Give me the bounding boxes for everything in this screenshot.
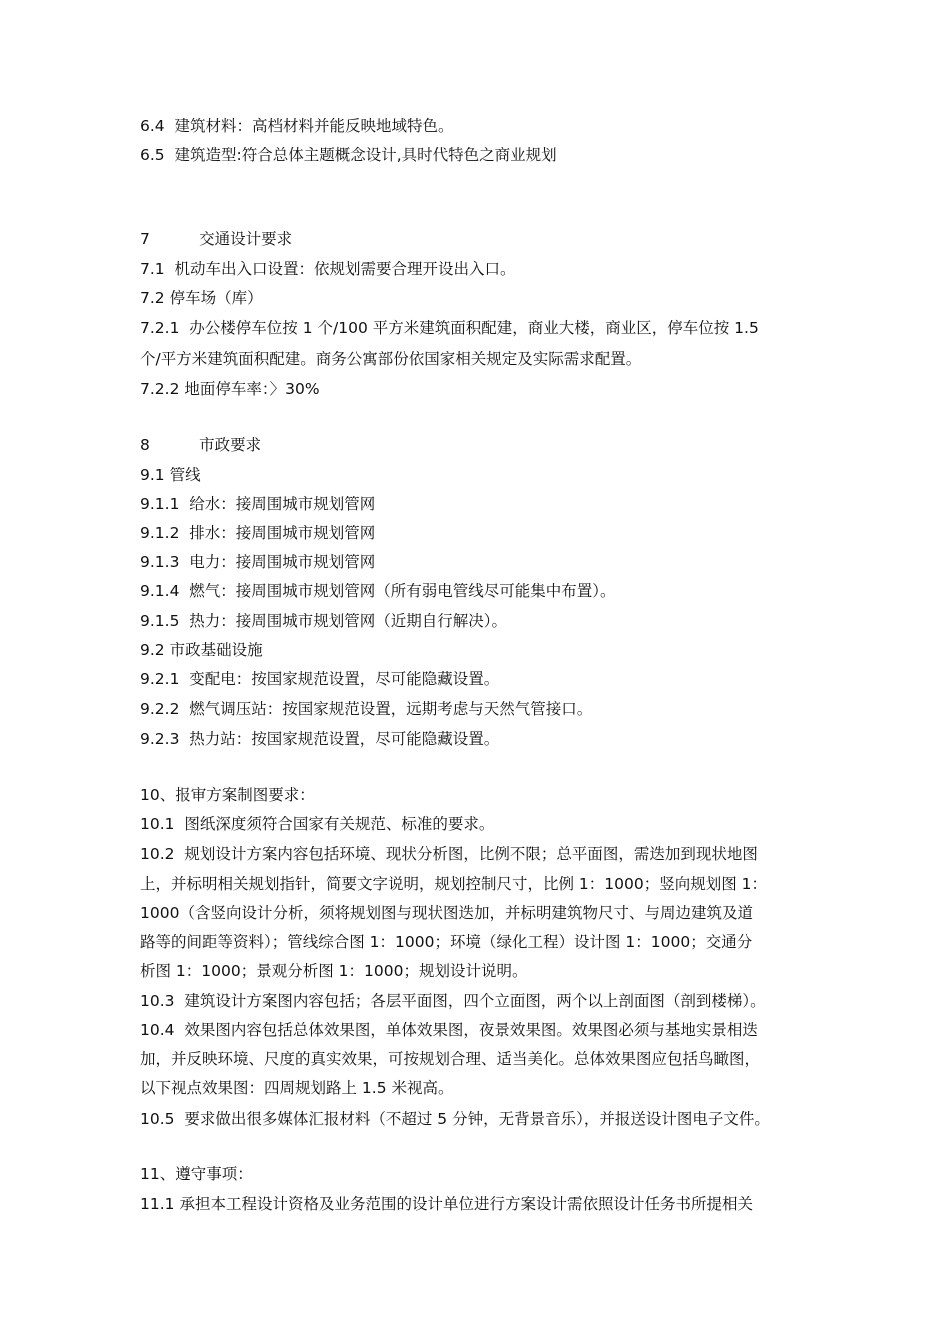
text-line-9-2: 9.2 市政基础设施 <box>140 641 263 659</box>
text-line-9-1-2: 9.1.2 排水：接周围城市规划管网 <box>140 524 376 542</box>
text-line-10-4-cont-2: 以下视点效果图：四周规划路上 1.5 米视高。 <box>140 1079 454 1097</box>
text-line-10-4-cont-1: 加，并反映环境、尺度的真实效果，可按规划合理、适当美化。总体效果图应包括鸟瞰图， <box>140 1050 761 1068</box>
text-line-9-1-4: 9.1.4 燃气：接周围城市规划管网（所有弱电管线尽可能集中布置）。 <box>140 582 616 600</box>
text-line-10-2-cont-4: 析图 1：1000；景观分析图 1：1000；规划设计说明。 <box>140 962 528 980</box>
text-line-9-2-2: 9.2.2 燃气调压站：按国家规范设置，远期考虑与天然气管接口。 <box>140 700 593 718</box>
text-line-7-2: 7.2 停车场（库） <box>140 289 263 307</box>
text-line-7-1: 7.1 机动车出入口设置：依规划需要合理开设出入口。 <box>140 260 516 278</box>
section-heading-11: 11、遵守事项： <box>140 1165 253 1183</box>
text-line-9-2-3: 9.2.3 热力站：按国家规范设置，尽可能隐藏设置。 <box>140 730 500 748</box>
text-line-9-2-1: 9.2.1 变配电：按国家规范设置，尽可能隐藏设置。 <box>140 670 500 688</box>
text-line-10-4: 10.4 效果图内容包括总体效果图，单体效果图，夜景效果图。效果图必须与基地实景相迭 <box>140 1021 758 1039</box>
text-line-11-1: 11.1 承担本工程设计资格及业务范围的设计单位进行方案设计需依照设计任务书所提相关 <box>140 1195 753 1213</box>
text-line-7-2-1: 7.2.1 办公楼停车位按 1 个/100 平方米建筑面积配建，商业大楼，商业区，停车位按 1.5 <box>140 319 759 337</box>
text-line-10-2-cont-1: 上，并标明相关规划指针，简要文字说明，规划控制尺寸，比例 1：1000；竖向规划图 1： <box>140 875 768 893</box>
text-line-9-1-5: 9.1.5 热力：接周围城市规划管网（近期自行解决）。 <box>140 612 508 630</box>
text-line-7-2-2: 7.2.2 地面停车率：〉30% <box>140 380 320 398</box>
text-line-10-5: 10.5 要求做出很多媒体汇报材料（不超过 5 分钟，无背景音乐），并报送设计图电子文件。 <box>140 1110 770 1128</box>
text-line-9-1-1: 9.1.1 给水：接周围城市规划管网 <box>140 495 376 513</box>
text-line-10-3: 10.3 建筑设计方案图内容包括；各层平面图，四个立面图，两个以上剖面图（剖到楼梯）。 <box>140 992 766 1010</box>
text-line-9-1-3: 9.1.3 电力：接周围城市规划管网 <box>140 553 376 571</box>
text-line-6-4: 6.4 建筑材料：高档材料并能反映地域特色。 <box>140 117 454 135</box>
text-line-10-2-cont-3: 路等的间距等资料）；管线综合图 1：1000；环境（绿化工程）设计图 1：1000；交通分 <box>140 933 753 951</box>
section-heading-7: 7 交通设计要求 <box>140 230 293 248</box>
text-line-10-1: 10.1 图纸深度须符合国家有关规范、标准的要求。 <box>140 815 495 833</box>
text-line-10-2-cont-2: 1000（含竖向设计分析，须将规划图与现状图迭加，并标明建筑物尺寸、与周边建筑及道 <box>140 904 753 922</box>
section-heading-10: 10、报审方案制图要求： <box>140 786 315 804</box>
text-line-6-5: 6.5 建筑造型:符合总体主题概念设计,具时代特色之商业规划 <box>140 146 557 164</box>
section-heading-8: 8 市政要求 <box>140 436 262 454</box>
text-line-10-2: 10.2 规划设计方案内容包括环境、现状分析图，比例不限；总平面图，需迭加到现状地图 <box>140 845 758 863</box>
text-line-7-2-1-cont: 个/平方米建筑面积配建。商务公寓部份依国家相关规定及实际需求配置。 <box>140 350 642 368</box>
text-line-9-1: 9.1 管线 <box>140 466 201 484</box>
